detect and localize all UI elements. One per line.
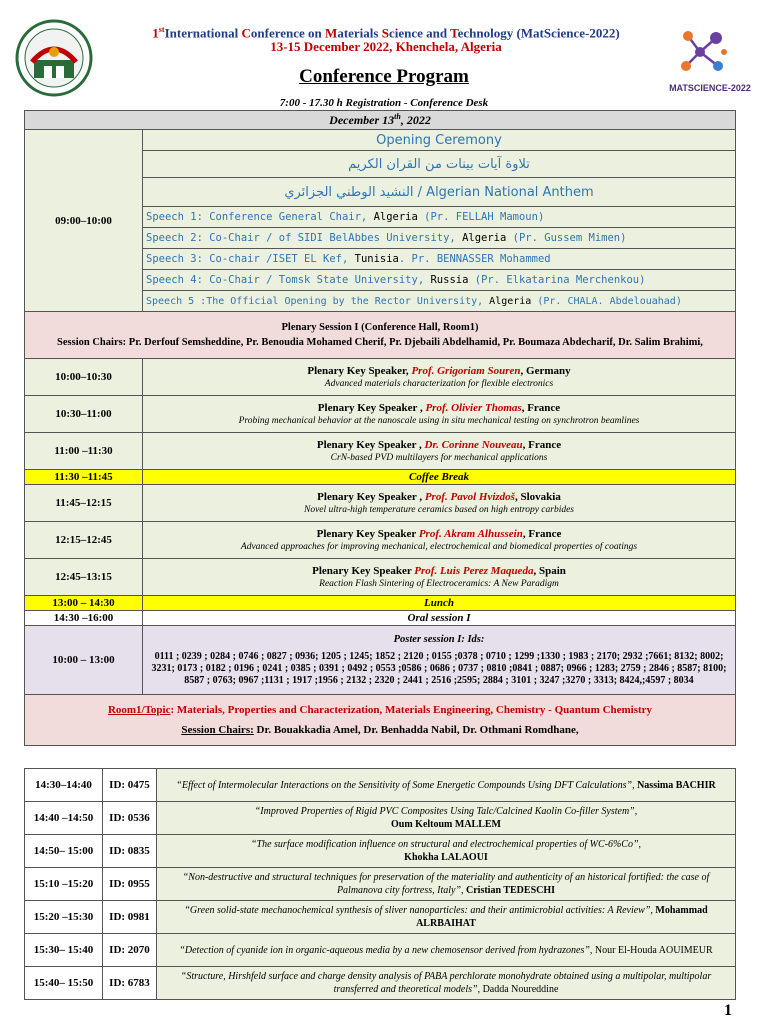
plenary-time: 11:00 –11:30 [25, 433, 143, 470]
day-row [25, 111, 736, 130]
coffee-label: Coffee Break [143, 470, 736, 485]
plenary-time: 12:45–13:15 [25, 559, 143, 596]
day-label: December 13th, 2022 [25, 111, 736, 130]
plenary-chairs: Session Chairs: Pr. Derfouf Semsheddine, Pr. Benoudia Mohamed Cherif, Pr. Djebaili Abdelhamid, Pr. Boumaza Abdecharif, Dr. Salim Brahimi, [57, 337, 703, 348]
speech-1: Speech 1: Conference General Chair, Algeria (Pr. FELLAH Mamoun) [143, 207, 736, 228]
talk-author: Oum Keltoum MALLEM [391, 819, 501, 830]
plenary-header [25, 312, 736, 359]
talk-topic: Reaction Flash Sintering of Electroceramics: A New Paradigm [319, 578, 559, 589]
talk-topic: Advanced materials characterization for flexible electronics [324, 378, 554, 389]
talk-row [25, 802, 736, 835]
room-topic: : Materials, Properties and Characterization, Materials Engineering, Chemistry - Quantum Chemistry [170, 704, 653, 716]
plenary-cell: Plenary Key Speaker, Prof. Grigoriam Souren, Germany Advanced materials characterization for flexible electronics [143, 359, 736, 396]
talk-time: 15:20 –15:30 [25, 901, 103, 934]
logo-caption: MATSCIENCE-2022 [669, 83, 751, 93]
oral-talks-table [24, 768, 736, 1000]
talk-row [25, 835, 736, 868]
speech-2: Speech 2: Co-Chair / of SIDI BelAbbes University, Algeria (Pr. Gussem Mimen) [143, 228, 736, 249]
room-chairs: Dr. Bouakkadia Amel, Dr. Benhadda Nabil, Dr. Othmani Romdhane, [253, 724, 579, 736]
talk-author: Mohammad ALRBAIHAT [416, 905, 708, 929]
poster-cell [143, 626, 736, 695]
speech-3: Speech 3: Co-chair /ISET EL Kef, Tunisia. Pr. BENNASSER Mohammed [143, 249, 736, 270]
talk-title: “Effect of Intermolecular Interactions on the Sensitivity of Some Energetic Compounds Using DFT Calculations”, [176, 779, 635, 791]
talk-author: Dadda Noureddine [480, 984, 559, 995]
talk-time: 14:40 –14:50 [25, 802, 103, 835]
talk-cell [157, 967, 736, 1000]
talk-id: ID: 0835 [103, 835, 157, 868]
talk-topic: Novel ultra-high temperature ceramics based on high entropy carbides [304, 504, 574, 515]
talk-topic: Probing mechanical behavior at the nanoscale using in situ mechanical testing on synchrotron beamlines [238, 415, 640, 426]
page-header [0, 0, 768, 96]
speech-4: Speech 4: Co-Chair / Tomsk State University, Russia (Pr. Elkatarina Merchenkou) [143, 270, 736, 291]
poster-label: Poster session I: Ids: [393, 633, 485, 645]
plenary-title: Plenary Session I (Conference Hall, Room1) [281, 322, 479, 333]
plenary-cell: Plenary Key Speaker Prof. Luis Perez Maqueda, Spain Reaction Flash Sintering of Electroceramics: A New Paradigm [143, 559, 736, 596]
talk-topic: Advanced approaches for improving mechanical, electrochemical and biomedical properties of coatings [240, 541, 638, 552]
talk-cell [157, 868, 736, 901]
talk-title: “The surface modification influence on structural and electrochemical properties of WC-6%Co”, [250, 839, 642, 850]
talk-id: ID: 0475 [103, 769, 157, 802]
talk-row [25, 901, 736, 934]
talk-time: 14:30–14:40 [25, 769, 103, 802]
talk-cell [157, 802, 736, 835]
talk-row [25, 934, 736, 967]
talk-author: Nour El-Houda AOUIMEUR [592, 944, 713, 956]
talk-id: ID: 0536 [103, 802, 157, 835]
talk-time: 15:10 –15:20 [25, 868, 103, 901]
talk-row [25, 868, 736, 901]
lunch-label: Lunch [143, 596, 736, 611]
talk-cell [157, 934, 736, 967]
conference-title: 1stInternational Conference on Materials Science and Technology (MatScience-2022) [152, 25, 620, 41]
plenary-time: 10:30–11:00 [25, 396, 143, 433]
talk-id: ID: 6783 [103, 967, 157, 1000]
talk-cell [157, 835, 736, 868]
program-table [24, 110, 736, 746]
quran-recital: تلاوة آيات بينات من القران الكريم [143, 151, 736, 178]
national-anthem: النشيد الوطني الجزائري / Algerian National Anthem [143, 178, 736, 207]
talk-title: “Green solid-state mechanochemical synthesis of sliver nanoparticles: and their antimicrobial activities: A Review”, [184, 905, 653, 916]
plenary-cell: Plenary Key Speaker , Prof. Pavol Hvizdoš, Slovakia Novel ultra-high temperature ceramics based on high entropy carbides [143, 485, 736, 522]
talk-title: “Detection of cyanide ion in organic-aqueous media by a new chemosensor derived from hydrazones”, [179, 944, 593, 956]
poster-ids: 0111 ; 0239 ; 0284 ; 0746 ; 0827 ; 0936; 1205 ; 1245; 1852 ; 2120 ; 0155 ;0378 ; 0710 ; 1299 ;1330 ; 1983 ; 2170; 2932 ;7661; 8132; 8002; 3231; 0173 ; 0182 ; 0196 ; 0241 ; 0385 ; 0391 ; 0492 ; 0553 ;0586 ; 0686 ; 0737 ; 0810 ;0841 ; 0887; 0966 ; 1283; 2759 ; 2846 ; 8587; 8100; 8587 ; 0763; 0967 ;1131 ; 1917 ;1956 ; 2132 ; 2320 ; 2441 ; 2516 ;2595; 2884 ; 3101 ; 3247 ;3270 ; 3313; 8424,;4597 ; 8034 [151, 650, 727, 686]
coffee-row [25, 470, 736, 485]
talk-author: Nassima BACHIR [634, 779, 716, 791]
program-title: Conference Program [299, 66, 469, 87]
opening-time: 09:00–10:00 [25, 130, 143, 312]
speech-5: Speech 5 :The Official Opening by the Rector University, Algeria (Pr. CHALA. Abdelouahad) [143, 291, 736, 312]
lunch-time: 13:00 – 14:30 [25, 596, 143, 611]
oral-label: Oral session I [143, 611, 736, 626]
talk-row [25, 967, 736, 1000]
talk-time: 15:30– 15:40 [25, 934, 103, 967]
room-row [25, 695, 736, 746]
talk-id: ID: 2070 [103, 934, 157, 967]
talk-title: “Structure, Hirshfeld surface and charge density analysis of PABA perchlorate monohydrate obtained using a multipolar, multipolar transferred and theoretical models”, [180, 971, 712, 995]
registration-note: 7:00 - 17.30 h Registration - Conference Desk [279, 97, 489, 109]
plenary-row [25, 433, 736, 470]
room-header [25, 695, 736, 746]
speaker-name: Prof. Olivier Thomas [425, 401, 522, 414]
talk-id: ID: 0981 [103, 901, 157, 934]
plenary-header-row [25, 312, 736, 359]
room-label: Room1/Topic [107, 704, 171, 716]
talk-title: “Improved Properties of Rigid PVC Composites Using Talc/Calcined Kaolin Co-filler System”, [254, 806, 638, 817]
plenary-row [25, 485, 736, 522]
plenary-cell: Plenary Key Speaker Prof. Akram Alhussein, France Advanced approaches for improving mechanical, electrochemical and biomedical properties of coatings [143, 522, 736, 559]
plenary-time: 11:45–12:15 [25, 485, 143, 522]
speaker-name: Prof. Luis Perez Maqueda [414, 564, 534, 577]
talk-title: “Non-destructive and structural techniques for preservation of the materiality and authenticity of an historical fortified: the case of Palmanova city fortress, Italy”, [182, 872, 710, 896]
plenary-cell: Plenary Key Speaker , Dr. Corinne Nouveau, France CrN-based PVD multilayers for mechanical applications [143, 433, 736, 470]
talk-topic: CrN-based PVD multilayers for mechanical applications [330, 452, 548, 463]
poster-row [25, 626, 736, 695]
plenary-cell: Plenary Key Speaker , Prof. Olivier Thomas, France Probing mechanical behavior at the nanoscale using in situ mechanical testing on synchrotron beamlines [143, 396, 736, 433]
talk-cell [157, 901, 736, 934]
plenary-time: 10:00–10:30 [25, 359, 143, 396]
chairs-label: Session Chairs: [181, 724, 254, 736]
oral-row [25, 611, 736, 626]
plenary-row [25, 522, 736, 559]
lunch-row [25, 596, 736, 611]
talk-author: Cristian TEDESCHI [463, 885, 556, 896]
plenary-row [25, 559, 736, 596]
speaker-name: Prof. Akram Alhussein [418, 527, 523, 540]
plenary-row [25, 359, 736, 396]
opening-title: Opening Ceremony [143, 130, 736, 151]
conference-dates: 13-15 December 2022, Khenchela, Algeria [270, 39, 502, 54]
coffee-time: 11:30 –11:45 [25, 470, 143, 485]
poster-time: 10:00 – 13:00 [25, 626, 143, 695]
talk-author: Khokha LALAOUI [404, 852, 488, 863]
talk-time: 15:40– 15:50 [25, 967, 103, 1000]
page-number: 1 [724, 1002, 732, 1019]
talk-row [25, 769, 736, 802]
talk-cell [157, 769, 736, 802]
plenary-row [25, 396, 736, 433]
oral-time: 14:30 –16:00 [25, 611, 143, 626]
opening-row [25, 130, 736, 151]
plenary-time: 12:15–12:45 [25, 522, 143, 559]
speaker-name: Prof. Pavol Hvizdoš [424, 490, 515, 503]
speaker-name: Prof. Grigoriam Souren [411, 364, 521, 377]
talk-time: 14:50– 15:00 [25, 835, 103, 868]
speaker-name: Dr. Corinne Nouveau [424, 438, 523, 451]
talk-id: ID: 0955 [103, 868, 157, 901]
